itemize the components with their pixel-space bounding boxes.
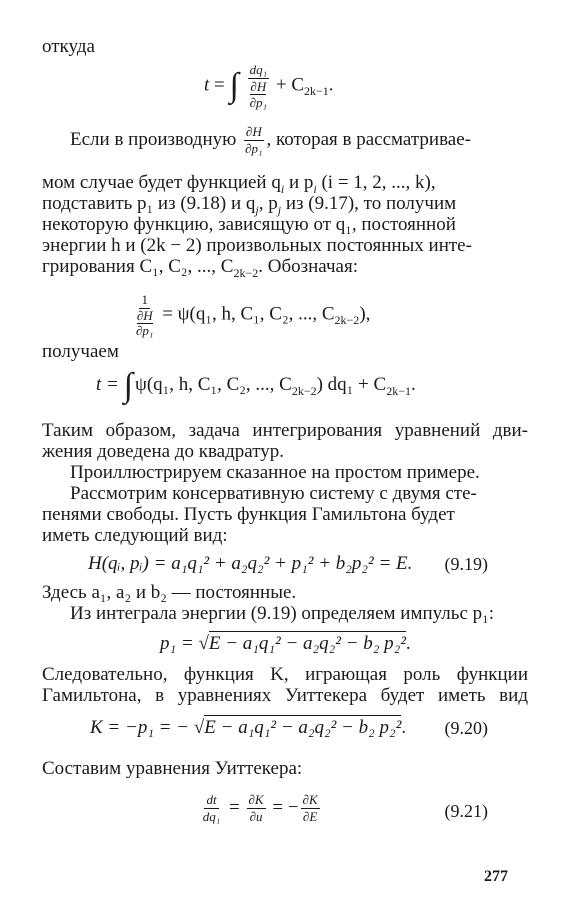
text-rasm1: Рассмотрим консервативную систему с двумя сте-: [70, 483, 477, 504]
text-esli: Если в производную $\frac{\partial H}{\text{∂p₁}}$ , которая в рассматривае-: [70, 124, 471, 156]
text-line-podst: подставить p₁ из (9.18) и $q_j$, $p_j$ из (9.17), то получим: [42, 193, 457, 217]
text-otkuda: откуда: [42, 36, 95, 57]
fraction-dK-du: $\frac{\partial K}{\partial u}$: [248, 792, 264, 824]
equation-p1: p₁ = √E − a₁q₁² − a₂q₂² − b₂ p₂².: [160, 633, 411, 654]
equation-9-21: $\frac{dt}{\text{dq₁}}$ = $\frac{\partial K}{\partial u}$ = − $\frac{\partial K}{\partial E}$ (9.21): [202, 792, 488, 824]
text-sled1: Следовательно, функция K, играющая роль функции: [42, 664, 528, 685]
text-tak2: жения доведена до квадратур.: [42, 441, 285, 462]
fraction-dK-dE: $\frac{\partial K}{\partial E}$: [302, 792, 318, 824]
fraction-dH-dp1: $\frac{\partial H}{\text{∂p₁}}$: [245, 124, 263, 156]
text-sled2: Гамильтона, в уравнениях Уиттекера будет иметь вид: [42, 685, 528, 706]
text-izint: Из интеграла энергии (9.19) определяем импульс p₁:: [70, 603, 495, 624]
integral-sign: ∫: [229, 67, 239, 105]
equation-9-19: H(qᵢ, pᵢ) = a₁q₁² + a₂q₂² + p₁² + b₂p₂² = E. (9.19): [88, 553, 488, 574]
text-proil: Проиллюстрируем сказанное на простом примере.: [70, 462, 480, 483]
text-poluchaem: получаем: [42, 341, 119, 362]
text-tak1: Таким образом, задача интегрирования уравнений дви-: [42, 420, 528, 441]
equation-number-9-19: (9.19): [444, 554, 488, 574]
text-rasm2: пенями свободы. Пусть функция Гамильтона будет: [42, 504, 455, 525]
sqrt-sign: √: [198, 633, 209, 654]
text-line-nek: некоторую функцию, зависящую от q₁, постоянной: [42, 214, 456, 235]
fraction-dt-dq1: $\frac{dt}{\text{dq₁}}$: [202, 792, 221, 824]
equation-t-psi: t = ∫ ψ(q₁, h, C₁, C₂, ..., $C_{2k-2}$) $dq_1 + C_{2k-1}$.: [96, 367, 416, 404]
fraction-dq1-over-dHdp1: dq₁ ∂H ∂p₁: [249, 62, 268, 110]
equation-t-integral: t = ∫ dq₁ ∂H ∂p₁ + $C_{2k-1}$.: [204, 62, 334, 110]
equation-number-9-20: (9.20): [444, 718, 488, 738]
equation-psi: 1 ∂H ∂p₁ = ψ(q₁, h, C₁, C₂, ..., $C_{2k-2}$),: [136, 292, 371, 338]
text-rasm3: иметь следующий вид:: [42, 525, 228, 546]
text-line-mom: мом случае будет функцией $q_i$ и $p_i$ (i = 1, 2, ..., k),: [42, 172, 436, 196]
text-line-energ: энергии h и (2k − 2) произвольных постоянных инте-: [42, 235, 472, 256]
text-sost: Составим уравнения Уиттекера:: [42, 758, 303, 779]
page-number: 277: [484, 868, 508, 885]
equation-number-9-21: (9.21): [444, 801, 488, 821]
fraction-1-over-dHdp1: 1 ∂H ∂p₁: [136, 292, 154, 338]
text-zdes: Здесь a₁, a₂ и b₂ — постоянные.: [42, 582, 297, 603]
text-line-grir: грирования C₁, C₂, ..., $C_{2k-2}$. Обозначая:: [42, 256, 358, 280]
equation-9-20: K = −p₁ = − √E − a₁q₁² − a₂q₂² − b₂ p₂². (9.20): [90, 717, 488, 738]
